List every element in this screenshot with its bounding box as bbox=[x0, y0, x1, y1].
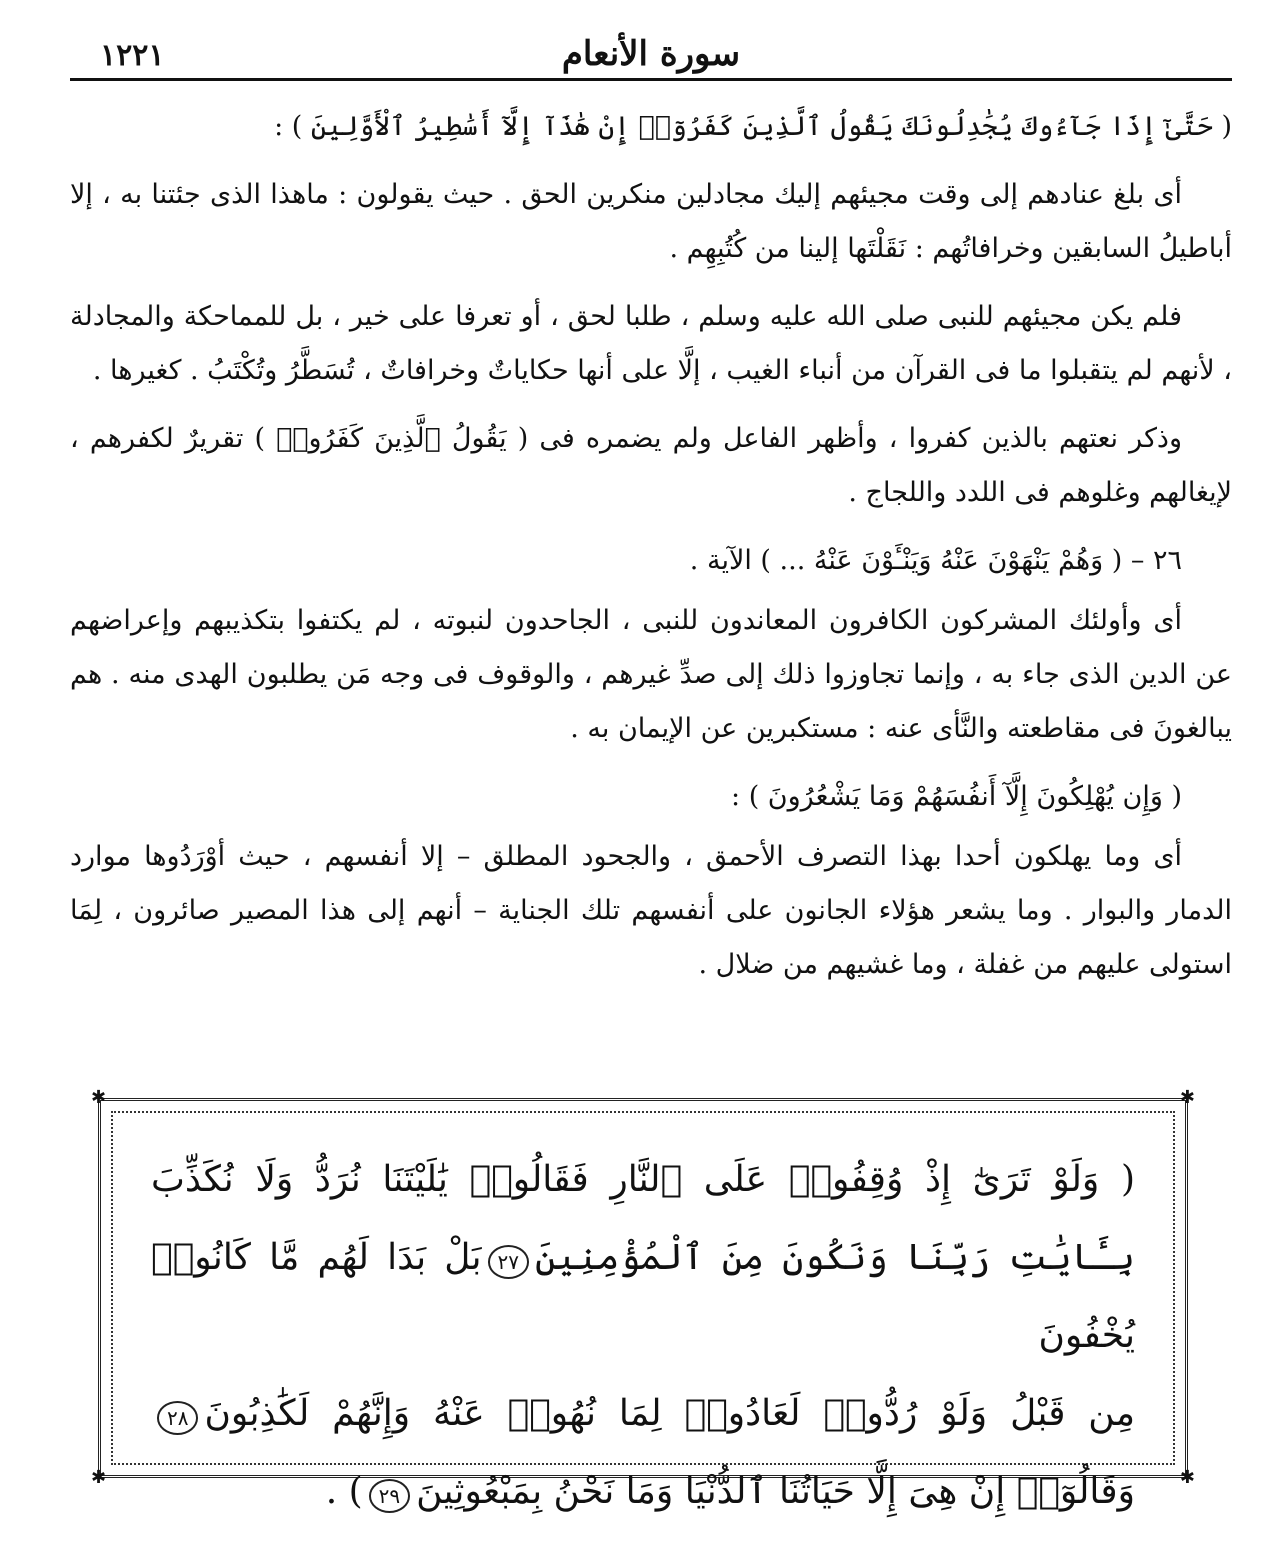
quran-line: وَقَالُوٓا۟ إِنْ هِىَ إِلَّا حَيَاتُنَا ٱلدُّنْيَا وَمَا نَحْنُ بِمَبْعُوثِينَ٢٩) . bbox=[325, 1471, 1135, 1512]
commentary-paragraph: فلم يكن مجيئهم للنبى صلى الله عليه وسلم ، طلبا لحق ، أو تعرفا على خير ، بل للمماحكة والمجادلة ، لأنهم لم يتقبلوا ما فى القرآن من أنباء الغيب ، إلَّا على أنها حكاياتٌ وخرافاتٌ ، تُسَطَّرُ وتُكْتَبُ . كغيرها . bbox=[70, 301, 1232, 386]
quran-line: مِن قَبْلُ وَلَوْ رُدُّوا۟ لَعَادُوا۟ لِمَا نُهُوا۟ عَنْهُ وَإِنَّهُمْ لَكَٰذِبُونَ٢٨ bbox=[151, 1375, 1135, 1453]
quran-line: بِـَٔايَٰتِ رَبِّنَا وَنَكُونَ مِنَ ٱلْمُؤْمِنِينَ٢٧بَلْ بَدَا لَهُم مَّا كَانُوا۟ يُخْفُونَ bbox=[151, 1237, 1135, 1356]
header-divider bbox=[70, 78, 1232, 81]
commentary-paragraph: أى وأولئك المشركون الكافرون المعاندون للنبى ، الجاحدون لنبوته ، لم يكتفوا بتكذيبهم وإعراضهم عن الدين الذى جاء به ، وإنما تجاوزوا ذلك إلى صدِّ غيرهم ، والوقوف فى وجه مَن يطلبون الهدى منه . هم يبالغونَ فى مقاطعته والنَّأى عنه : مستكبرين عن الإيمان به . bbox=[70, 605, 1232, 744]
star-ornament-icon: ✱ bbox=[1179, 1467, 1195, 1488]
verse-quote: ( وَإِن يُهْلِكُونَ إِلَّآ أَنفُسَهُمْ وَمَا يَشْعُرُونَ ) : bbox=[731, 781, 1182, 812]
verse-heading: ٢٦ – ( وَهُمْ يَنْهَوْنَ عَنْهُ وَيَنْـَٔوْنَ عَنْهُ ... ) الآية . bbox=[689, 545, 1182, 576]
star-ornament-icon: ✱ bbox=[91, 1467, 107, 1488]
verse-quote: ( حَتَّىٰٓ إِذَا جَآءُوكَ يُجَٰدِلُونَكَ يَقُولُ ٱلَّذِينَ كَفَرُوٓا۟ إِنْ هَٰذَآ إِلَّآ أَسَٰطِيرُ ٱلْأَوَّلِينَ ) : bbox=[274, 111, 1232, 142]
commentary-paragraph: وذكر نعتهم بالذين كفروا ، وأظهر الفاعل ولم يضمره فى ( يَقُولُ ٱلَّذِينَ كَفَرُوا۟ ) تقريرٌ لكفرهم ، لإيغالهم وغلوهم فى اللدد واللجاج . bbox=[70, 423, 1232, 508]
quran-line: ( وَلَوْ تَرَىٰٓ إِذْ وُقِفُوا۟ عَلَى ٱلنَّارِ فَقَالُوا۟ يَٰلَيْتَنَا نُرَدُّ وَلَا نُكَذِّبَ bbox=[151, 1159, 1135, 1200]
quran-verse-frame bbox=[91, 1087, 1195, 1512]
quran-verses bbox=[151, 1141, 1135, 1531]
commentary-body bbox=[70, 100, 1232, 1006]
ayah-number-marker: ٢٧ bbox=[488, 1245, 529, 1279]
star-ornament-icon: ✱ bbox=[1179, 1087, 1195, 1108]
page-header bbox=[70, 30, 1232, 78]
star-ornament-icon: ✱ bbox=[91, 1087, 107, 1108]
commentary-paragraph: أى بلغ عنادهم إلى وقت مجيئهم إليك مجادلين منكرين الحق . حيث يقولون : ماهذا الذى جئتنا به ، إلا أباطيلُ السابقين وخرافاتُهم : نَقَلْتَها إلينا من كُتُبِهِم . bbox=[70, 179, 1232, 264]
surah-title: سورة الأنعام bbox=[561, 34, 741, 74]
page-number: ١٢٢١ bbox=[100, 38, 165, 73]
ayah-number-marker: ٢٩ bbox=[369, 1479, 410, 1513]
commentary-paragraph: أى وما يهلكون أحدا بهذا التصرف الأحمق ، والجحود المطلق – إلا أنفسهم ، حيث أوْرَدُوها موارد الدمار والبوار . وما يشعر هؤلاء الجانون على أنفسهم تلك الجناية – أنهم إلى هذا المصير صائرون ، لِمَا استولى عليهم من غفلة ، وما غشيهم من ضلال . bbox=[70, 841, 1232, 980]
ayah-number-marker: ٢٨ bbox=[157, 1401, 198, 1435]
